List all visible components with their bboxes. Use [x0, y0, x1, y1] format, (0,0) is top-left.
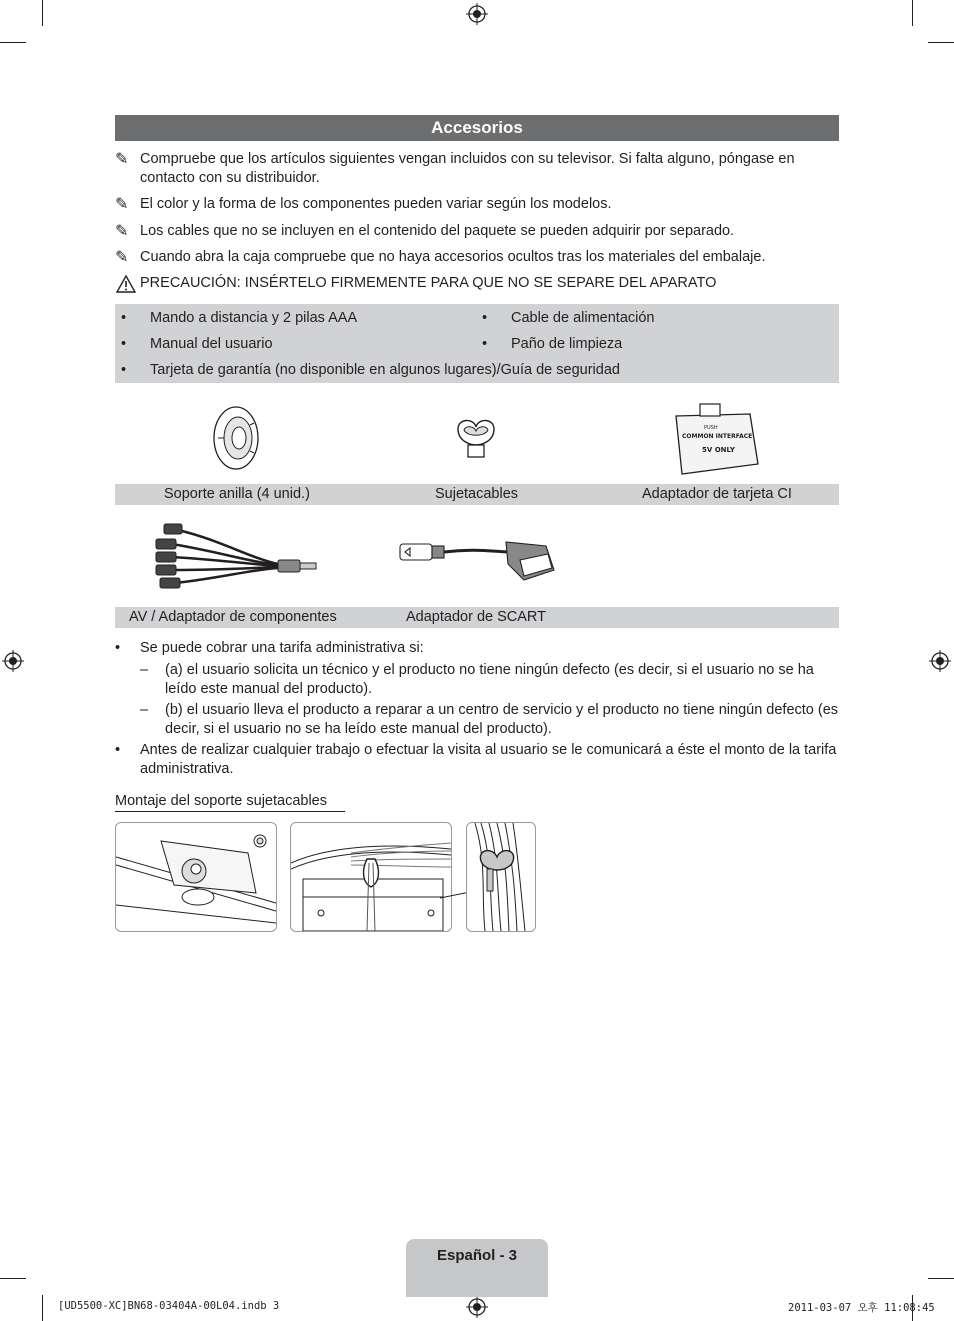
pencil-note-icon: ✎: [115, 196, 129, 213]
caption-ci-adapter: Adaptador de tarjeta CI: [642, 486, 792, 502]
file-slug: [UD5500-XC]BN68-03404A-00L04.indb 3: [58, 1300, 280, 1312]
crop-mark: [42, 1295, 43, 1321]
registration-mark-icon: [929, 650, 951, 672]
fee-case: – (b) el usuario lleva el producto a reparar a un centro de servicio y el producto no tiene ningún defecto (es decir, si el usuario no se ha leído este manual del producto).: [140, 702, 839, 737]
crop-mark: [0, 1278, 26, 1279]
note-text: Cuando abra la caja compruebe que no haya accesorios ocultos tras los materiales del embalaje.: [140, 249, 766, 265]
caption-holder-ring: Soporte anilla (4 unid.): [164, 486, 310, 502]
note-text: Compruebe que los artículos siguientes vengan incluidos con su televisor. Si falta alguno, póngase en contacto con su distribuidor.: [140, 151, 795, 186]
note-item: [115, 195, 839, 214]
registration-mark-icon: [466, 1296, 488, 1318]
crop-mark: [42, 0, 43, 26]
date-slug: 2011-03-07 오후 11:08:45: [788, 1302, 935, 1314]
section-title: Accesorios: [115, 115, 839, 141]
mount-step-figure: [115, 822, 277, 932]
list-item: • Cable de alimentación: [482, 310, 655, 326]
note-item: [115, 150, 839, 188]
caption-scart-adapter: Adaptador de SCART: [406, 609, 546, 625]
page-number-tab: Español - 3: [406, 1239, 548, 1297]
caption-bar: [115, 484, 839, 505]
mount-step-figure: [290, 822, 452, 932]
ci-card-adapter-illustration: [668, 402, 768, 478]
note-item: [115, 222, 839, 241]
registration-mark-icon: [466, 3, 488, 25]
pencil-note-icon: ✎: [115, 151, 129, 168]
note-text: El color y la forma de los componentes pueden variar según los modelos.: [140, 196, 612, 212]
cable-tie-illustration: [452, 415, 500, 460]
av-component-adapter-illustration: [150, 520, 325, 598]
caption-bar: [115, 607, 839, 628]
crop-mark: [928, 1278, 954, 1279]
caption-av-adapter: AV / Adaptador de componentes: [129, 609, 337, 625]
pencil-note-icon: ✎: [115, 223, 129, 240]
warning-triangle-icon: [115, 275, 137, 293]
registration-mark-icon: [2, 650, 24, 672]
ci-push-label: PUSH: [704, 425, 718, 431]
note-item: [115, 248, 839, 267]
fee-case: – (a) el usuario solicita un técnico y el producto no tiene ningún defecto (es decir, si el usuario no se ha leído este manual del producto).: [140, 662, 814, 697]
note-text: Los cables que no se incluyen en el contenido del paquete se pueden adquirir por separado.: [140, 223, 735, 239]
list-item: • Manual del usuario: [121, 336, 273, 352]
list-item: • Tarjeta de garantía (no disponible en algunos lugares)/Guía de seguridad: [121, 362, 620, 378]
caution-item: [115, 274, 839, 293]
scart-adapter-illustration: [396, 536, 558, 586]
caution-text: PRECAUCIÓN: INSÉRTELO FIRMEMENTE PARA QUE NO SE SEPARE DEL APARATO: [140, 275, 717, 291]
mount-heading: Montaje del soporte sujetacables: [115, 792, 345, 812]
ci-common-label: COMMON INTERFACE: [682, 433, 753, 440]
crop-mark: [928, 42, 954, 43]
fee-closing: • Antes de realizar cualquier trabajo o efectuar la visita al usuario se le comunicará a éste el monto de la tarifa administrativa.: [115, 742, 837, 777]
list-item: • Mando a distancia y 2 pilas AAA: [121, 310, 358, 326]
caption-cable-tie: Sujetacables: [435, 486, 519, 502]
pencil-note-icon: ✎: [115, 249, 129, 266]
crop-mark: [912, 0, 913, 26]
holder-ring-illustration: [210, 405, 262, 471]
fee-intro: • Se puede cobrar una tarifa administrativa si:: [115, 640, 424, 656]
mount-step-figure: [466, 822, 536, 932]
list-item: • Paño de limpieza: [482, 336, 623, 352]
ci-volt-label: 5V ONLY: [702, 446, 735, 454]
crop-mark: [0, 42, 26, 43]
